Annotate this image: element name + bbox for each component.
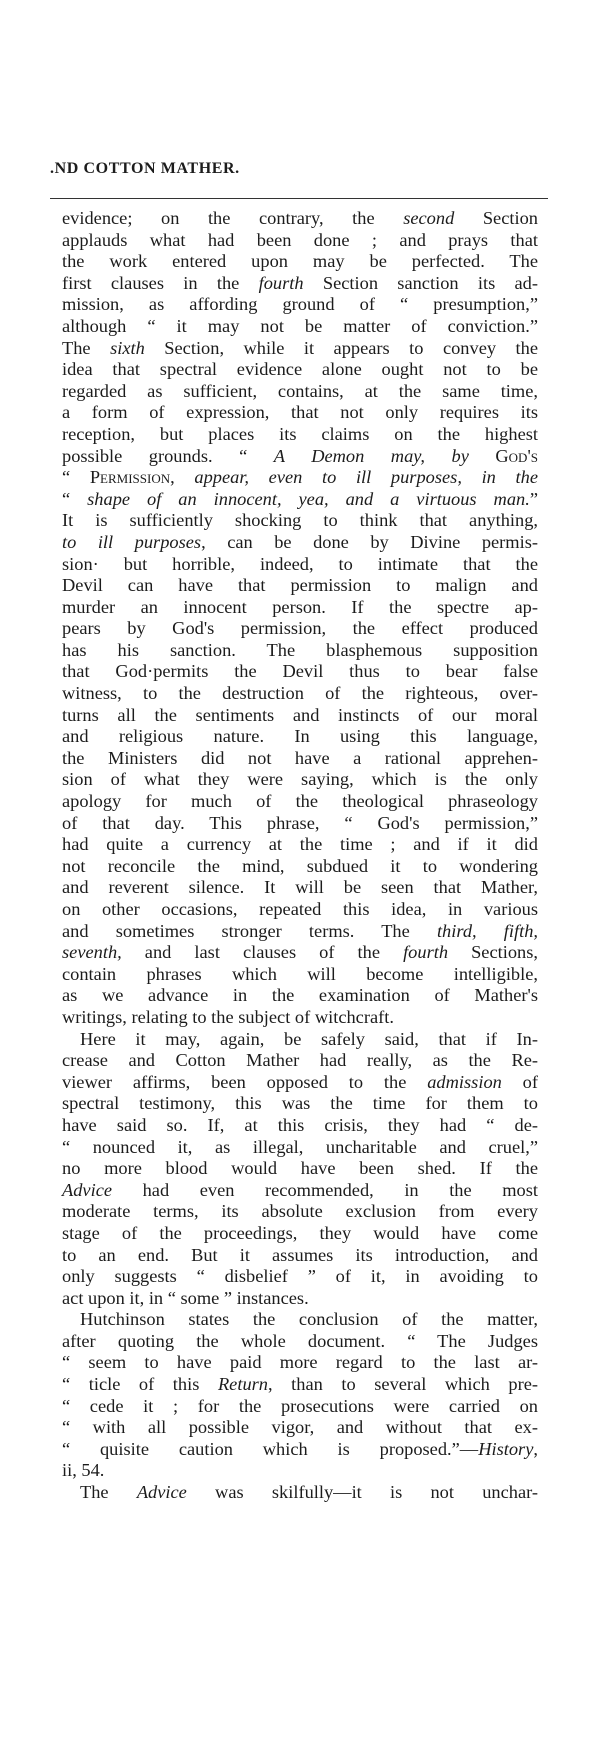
text-line (62, 597, 538, 619)
text-line (62, 1309, 538, 1331)
text-run: pears by God's permission, the effect produced (62, 618, 538, 639)
text-run: regarded as sufficient, contains, at the same time, (62, 380, 538, 401)
text-run: The (80, 1482, 137, 1503)
text-line (62, 467, 538, 489)
text-run: and last clauses of the (121, 942, 404, 963)
text-run: the Ministers did not have a rational apprehen- (62, 747, 538, 768)
text-line (62, 856, 538, 878)
text-line (62, 1266, 538, 1288)
text-run: had even recommended, in the most (112, 1179, 538, 1200)
text-run: evidence; on the contrary, the (62, 208, 404, 228)
text-line (62, 381, 538, 403)
text-run: , than to several which pre- (268, 1374, 538, 1395)
text-run: only suggests “ disbelief ” of it, in avoiding to (62, 1266, 538, 1287)
text-run: sion· but horrible, indeed, to intimate that the (62, 553, 538, 574)
text-run: witness, to the destruction of the righteous, over- (62, 683, 538, 704)
italic-text: admission (427, 1071, 502, 1092)
text-line (62, 661, 538, 683)
text-run: writings, relating to the subject of witchcraft. (62, 1006, 394, 1027)
text-run: although “ it may not be matter of conviction.” (62, 315, 538, 336)
text-run: as we advance in the examination of Mather's (62, 985, 538, 1006)
text-run: “ seem to have paid more regard to the last ar- (62, 1352, 538, 1373)
text-line (62, 1180, 538, 1202)
text-line (62, 230, 538, 252)
text-run: idea that spectral evidence alone ought not to be (62, 359, 538, 380)
text-run: Permission, (89, 467, 175, 488)
text-run: “ quisite caution which is proposed.”— (62, 1438, 479, 1459)
italic-text: sixth (110, 337, 145, 358)
text-run: after quoting the whole document. “ The Judges (62, 1330, 538, 1351)
body-text (62, 208, 538, 1504)
text-run: Section, while it appears to convey the (144, 337, 538, 358)
text-run: a form of expression, that not only requires its (62, 402, 538, 423)
text-line (62, 1439, 538, 1461)
text-line (62, 424, 538, 446)
text-line (62, 446, 538, 468)
italic-text: to ill purposes (62, 531, 202, 552)
text-run: “ ticle of this (62, 1374, 218, 1395)
text-line (62, 554, 538, 576)
text-run: possible grounds. “ (62, 445, 274, 466)
text-run: turns all the sentiments and instincts of our moral (62, 704, 538, 725)
italic-text: Advice (62, 1179, 113, 1200)
text-line (62, 618, 538, 640)
text-line (62, 316, 538, 338)
italic-text: second (403, 208, 455, 228)
text-line (62, 1158, 538, 1180)
text-line (62, 769, 538, 791)
running-head: .ND COTTON MATHER. (50, 160, 240, 177)
text-run: on other occasions, repeated this idea, in various (62, 899, 538, 919)
text-line (62, 208, 538, 230)
text-run: act upon it, in “ some ” instances. (62, 1287, 309, 1308)
text-run: Section sanction its ad- (303, 272, 538, 293)
text-run: Here it may, again, be safely said, that if In- (80, 1028, 538, 1049)
italic-text: Return (217, 1374, 269, 1395)
text-run: and sometimes stronger terms. The (62, 920, 437, 941)
text-line (62, 705, 538, 727)
text-run: was skilfully—it is not unchar- (186, 1482, 538, 1503)
text-run: stage of the proceedings, they would have come (62, 1222, 538, 1243)
text-run: the work entered upon may be perfected. The (62, 251, 538, 272)
text-run: had quite a currency at the time ; and if it did (62, 834, 538, 855)
italic-text: History (478, 1438, 534, 1459)
text-line (62, 791, 538, 813)
italic-text: A Demon may, by (273, 445, 469, 466)
text-run: “ (62, 488, 88, 509)
text-line (62, 899, 538, 921)
text-run: “ (62, 467, 90, 488)
text-run: spectral testimony, this was the time for them to (62, 1093, 538, 1114)
text-run: It is sufficiently shocking to think that anything, (62, 510, 538, 531)
text-run: G (468, 445, 509, 466)
text-run: mission, as affording ground of “ presumption,” (62, 294, 538, 315)
text-line (62, 1007, 538, 1029)
text-line (62, 877, 538, 899)
text-line (62, 640, 538, 662)
text-run: apology for much of the theological phraseology (62, 791, 538, 812)
text-run: , can be done by Divine permis- (201, 531, 538, 552)
text-line (62, 510, 538, 532)
text-line (62, 834, 538, 856)
text-run: ” (529, 488, 538, 509)
text-run: Section (454, 208, 538, 228)
text-line (62, 273, 538, 295)
text-line (62, 726, 538, 748)
text-line (62, 1137, 538, 1159)
text-line (62, 1115, 538, 1137)
text-line (62, 942, 538, 964)
text-run: first clauses in the (62, 272, 259, 293)
text-line (62, 921, 538, 943)
text-line (62, 1288, 538, 1310)
italic-text: fourth (258, 272, 304, 293)
italic-text: Advice (136, 1482, 187, 1503)
text-line (62, 1352, 538, 1374)
text-line (62, 251, 538, 273)
text-line (62, 813, 538, 835)
text-line (62, 1460, 538, 1482)
text-line (62, 294, 538, 316)
text-line (62, 1417, 538, 1439)
text-line (62, 338, 538, 360)
text-run: moderate terms, its absolute exclusion from every (62, 1201, 538, 1222)
text-run: “ nounced it, as illegal, uncharitable and cruel,” (62, 1136, 538, 1157)
text-line (62, 1396, 538, 1418)
text-line (62, 575, 538, 597)
text-line (62, 1093, 538, 1115)
text-run: no more blood would have been shed. If the (62, 1158, 538, 1179)
text-line (62, 964, 538, 986)
italic-text: shape of an innocent, yea, and a virtuous man. (87, 488, 530, 509)
text-run: not reconcile the mind, subdued it to wondering (62, 855, 538, 876)
text-run: and religious nature. In using this language, (62, 726, 538, 747)
text-run: Hutchinson states the conclusion of the matter, (80, 1309, 538, 1330)
text-line (62, 985, 538, 1007)
text-run: sion of what they were saying, which is the only (62, 769, 538, 790)
text-run: “ cede it ; for the prosecutions were carried on (62, 1395, 538, 1416)
text-line (62, 1374, 538, 1396)
italic-text: seventh, (62, 942, 122, 963)
text-line (62, 1072, 538, 1094)
text-run: to an end. But it assumes its introduction, and (62, 1244, 538, 1265)
text-line (62, 532, 538, 554)
text-line (62, 1201, 538, 1223)
text-line (62, 748, 538, 770)
text-run: , (533, 1438, 538, 1459)
italic-text: third, fifth, (436, 920, 538, 941)
text-line (62, 402, 538, 424)
text-run: applauds what had been done ; and prays that (62, 229, 538, 250)
italic-text: fourth (403, 942, 449, 963)
text-run: has his sanction. The blasphemous supposition (62, 639, 538, 660)
text-run: reception, but places its claims on the highest (62, 423, 538, 444)
text-run: contain phrases which will become intelligible, (62, 963, 538, 984)
text-run: have said so. If, at this crisis, they had “ de- (62, 1114, 538, 1135)
text-run: of (501, 1071, 539, 1092)
text-line (62, 1223, 538, 1245)
text-run: of that day. This phrase, “ God's permission,” (62, 812, 538, 833)
text-run: and reverent silence. It will be seen that Mather, (62, 877, 538, 898)
text-run: Devil can have that permission to malign and (62, 575, 538, 596)
text-run: that God·permits the Devil thus to bear false (62, 661, 538, 682)
text-run: viewer affirms, been opposed to the (62, 1071, 428, 1092)
text-run: “ with all possible vigor, and without that ex- (62, 1417, 538, 1438)
text-line (62, 1050, 538, 1072)
text-run: murder an innocent person. If the spectre ap- (62, 596, 538, 617)
text-line (62, 1482, 538, 1504)
text-line (62, 1029, 538, 1051)
text-run: ii, 54. (62, 1460, 105, 1481)
italic-text: appear, even to ill purposes, in the (194, 467, 538, 488)
text-run (175, 467, 195, 487)
text-run: Sections, (448, 942, 539, 963)
header-rule (50, 198, 548, 199)
text-line (62, 359, 538, 381)
text-line (62, 489, 538, 511)
text-run: od's (508, 445, 538, 466)
text-line (62, 1245, 538, 1267)
text-line (62, 683, 538, 705)
text-run: crease and Cotton Mather had really, as the Re- (62, 1050, 538, 1071)
text-line (62, 1331, 538, 1353)
text-run: The (62, 337, 111, 358)
